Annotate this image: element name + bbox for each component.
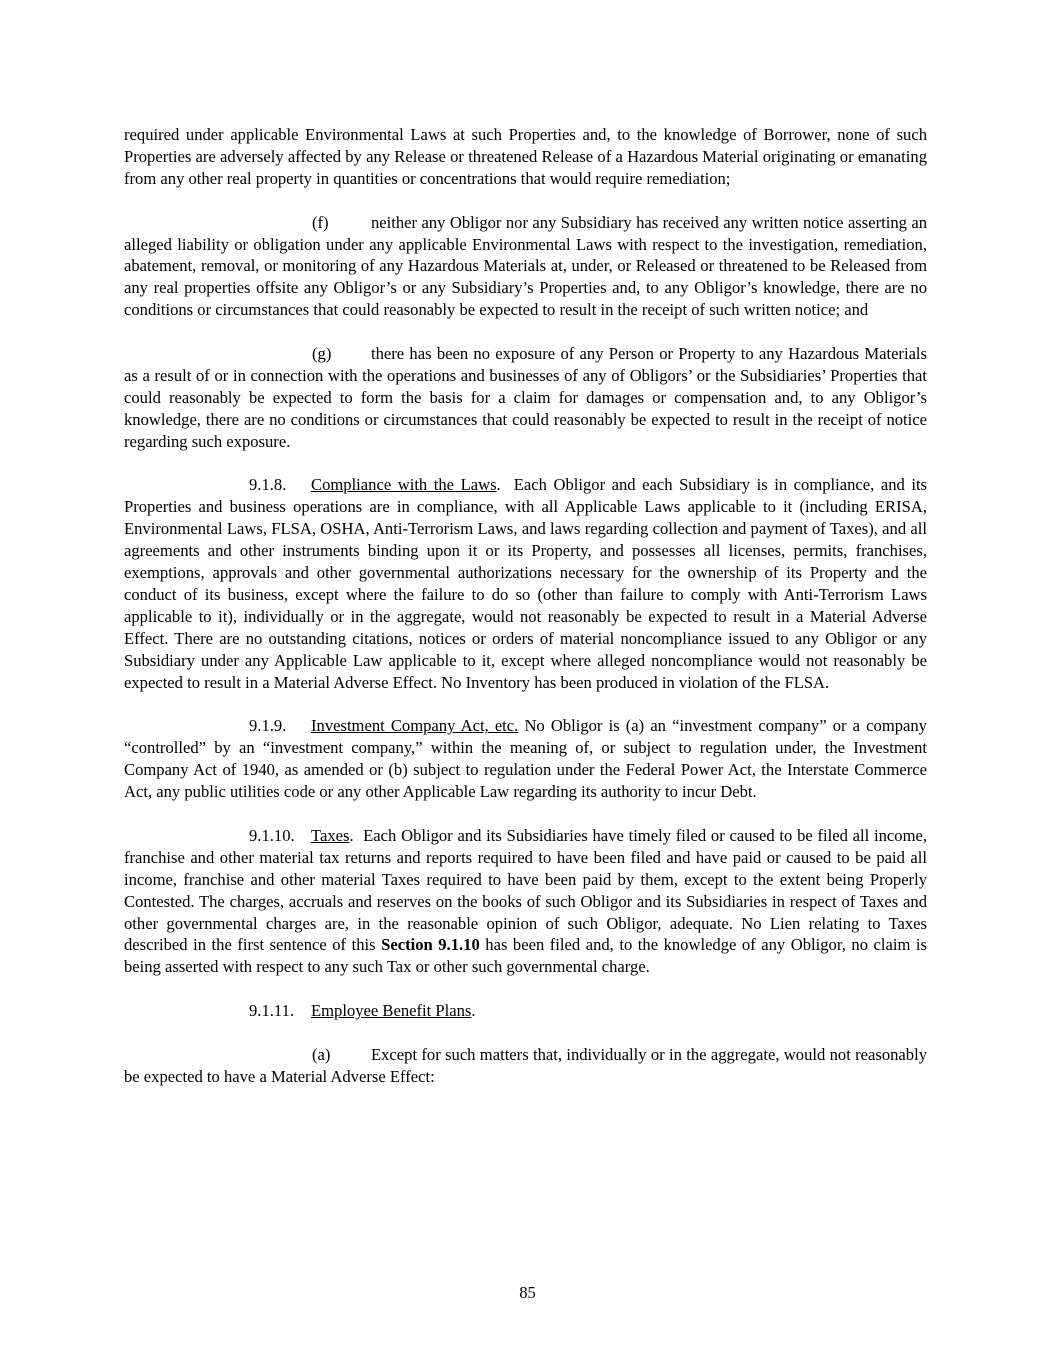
section-9-1-8-title: Compliance with the Laws <box>311 475 497 495</box>
section-9-1-9 <box>124 715 927 803</box>
section-9-1-10 <box>124 825 927 978</box>
section-9-1-9-text: No Obligor is (a) an “investment company” or a company “controlled” by an “investment company,” within the meaning of, or subject to regulation under, the Investment Company Act of 1940, as amended or (b) subject to regulation under the Federal Power Act, the Interstate Commerce Act, any public utilities code or any other Applicable Law regarding its authority to incur Debt. <box>124 716 927 802</box>
section-9-1-10-text-end: has been filed and, to the knowledge of any Obligor, no claim is being asserted with respect to any such Tax or other such governmental charge. <box>124 935 927 977</box>
clause-f-text: neither any Obligor nor any Subsidiary has received any written notice asserting an alleged liability or obligation under any applicable Environmental Laws with respect to the investigation, remediation, abatement, removal, or monitoring of any Hazardous Materials at, under, or Released or threatened to be Released from any real properties offsite any Obligor’s or any Subsidiary’s Properties and, to any Obligor’s knowledge, there are no conditions or circumstances that could reasonably be expected to result in the receipt of such written notice; and <box>124 212 927 320</box>
section-9-1-11 <box>124 1000 927 1022</box>
section-9-1-8-text: Each Obligor and each Subsidiary is in compliance, and its Properties and business operations are in compliance, with all Applicable Laws applicable to it (including ERISA, Environmental Laws, FLSA, OSHA, Anti-Terrorism Laws, and laws regarding collection and payment of Taxes), and all agreements and other instruments binding upon it or its Property, and possesses all licenses, permits, franchises, exemptions, approvals and other governmental authorizations necessary for the ownership of its Property and the conduct of its business, except where the failure to do so (other than failure to comply with Anti-Terrorism Laws applicable to it), individually or in the aggregate, would not reasonably be expected to result in a Material Adverse Effect. There are no outstanding citations, notices or orders of material noncompliance issued to any Obligor or any Subsidiary under any Applicable Law applicable to it, except where alleged noncompliance would not reasonably be expected to result in a Material Adverse Effect. No Inventory has been produced in violation of the FLSA. <box>124 475 928 692</box>
section-9-1-8 <box>124 474 927 693</box>
clause-g-text: there has been no exposure of any Person or Property to any Hazardous Materials as a result of or in connection with the operations and businesses of any of Obligors’ or the Subsidiaries’ Properties that could reasonably be expected to form the basis for a claim for damages or compensation and, to any Obligor’s knowledge, there are no conditions or circumstances that could reasonably be expected to result in the receipt of notice regarding such exposure. <box>124 344 927 451</box>
clause-f-label: (f) <box>312 212 329 232</box>
clause-a-label: (a) <box>312 1044 331 1064</box>
clause-g-label: (g) <box>312 344 332 364</box>
section-9-1-8-number: 9.1.8. <box>249 475 287 495</box>
section-9-1-10-reference: Section 9.1.10 <box>381 935 480 955</box>
clause-a-text: Except for such matters that, individually or in the aggregate, would not reasonably be expected to have a Material Adverse Effect: <box>124 1044 927 1086</box>
section-9-1-10-title: Taxes <box>311 825 350 845</box>
section-9-1-11-title-punct: . <box>471 1001 476 1021</box>
section-9-1-10-number: 9.1.10. <box>249 825 295 845</box>
page-number: 85 <box>519 1283 536 1302</box>
section-9-1-10-title-punct: . <box>349 825 354 845</box>
section-9-1-11-title: Employee Benefit Plans <box>311 1001 472 1021</box>
clause-g <box>124 343 927 453</box>
clause-f <box>124 212 927 322</box>
document-page <box>124 124 927 1110</box>
section-9-1-9-title: Investment Company Act, etc. <box>311 716 519 736</box>
clause-a <box>124 1044 927 1088</box>
section-9-1-9-number: 9.1.9. <box>249 716 287 736</box>
section-9-1-10-text: Each Obligor and its Subsidiaries have timely filed or caused to be filed all income, franchise and other material tax returns and reports required to have been filed and have paid or caused to be paid all income, franchise and other material Taxes required to have been paid by them, except to the extent being Properly Contested. The charges, accruals and reserves on the books of such Obligor and its Subsidiaries in respect of Taxes and other governmental charges are, in the reasonable opinion of such Obligor, adequate. No Lien relating to Taxes described in the first sentence of this <box>124 825 928 955</box>
section-9-1-8-title-punct: . <box>496 475 501 495</box>
section-9-1-11-number: 9.1.11. <box>249 1001 295 1021</box>
continuation-paragraph: required under applicable Environmental Laws at such Properties and, to the knowledge of Borrower, none of such Properties are adversely affected by any Release or threatened Release of a Hazardous Material originating or emanating from any other real property in quantities or concentrations that would require remediation; <box>124 125 927 188</box>
